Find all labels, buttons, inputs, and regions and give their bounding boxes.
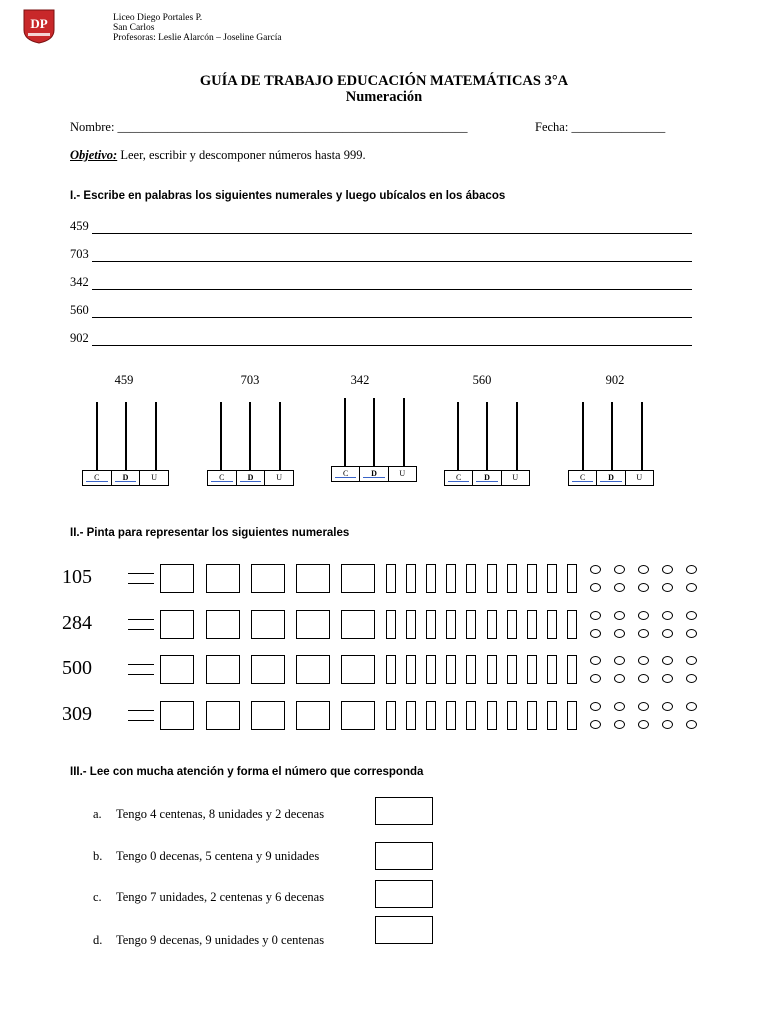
page-subtitle: Numeración — [345, 89, 423, 105]
item-letter: c. — [93, 890, 102, 904]
abacus-u-label: U — [276, 473, 283, 482]
write-line-row[interactable] — [70, 247, 692, 262]
tens-bar[interactable] — [426, 564, 436, 593]
units-circle[interactable] — [614, 720, 625, 729]
units-circle[interactable] — [614, 629, 625, 638]
equals-sign — [128, 710, 154, 721]
numeral-label: 459 — [70, 219, 89, 233]
tens-bar[interactable] — [386, 655, 396, 684]
units-circle[interactable] — [614, 674, 625, 683]
abacus-rod[interactable] — [155, 402, 157, 470]
units-circle[interactable] — [662, 656, 673, 665]
answer-box[interactable] — [375, 797, 433, 825]
tens-bar[interactable] — [426, 610, 436, 639]
tens-bar[interactable] — [527, 701, 537, 730]
logo-text: DP — [30, 16, 48, 31]
abacus-u-label: U — [399, 469, 406, 478]
units-circle[interactable] — [638, 656, 649, 665]
tens-bar[interactable] — [487, 655, 497, 684]
abacus-number: 703 — [240, 373, 260, 387]
abacus-base — [331, 466, 417, 482]
tens-bar[interactable] — [547, 701, 557, 730]
write-line-row[interactable] — [70, 303, 692, 318]
tens-bar[interactable] — [406, 610, 416, 639]
numeral-label: 902 — [70, 331, 89, 345]
units-circle[interactable] — [638, 720, 649, 729]
abacus-base — [568, 470, 654, 486]
abacus-number: 560 — [472, 373, 492, 387]
abacus-rod[interactable] — [125, 402, 127, 470]
hundreds-square[interactable] — [251, 564, 285, 593]
units-circle[interactable] — [590, 702, 601, 711]
units-circle[interactable] — [590, 656, 601, 665]
tens-bar[interactable] — [567, 701, 577, 730]
answer-box[interactable] — [375, 916, 433, 944]
hundreds-square[interactable] — [206, 655, 240, 684]
tens-bar[interactable] — [507, 701, 517, 730]
hundreds-square[interactable] — [341, 564, 375, 593]
units-circle[interactable] — [590, 674, 601, 683]
tens-bar[interactable] — [547, 564, 557, 593]
units-circle[interactable] — [590, 565, 601, 574]
tens-bar[interactable] — [487, 610, 497, 639]
hundreds-square[interactable] — [160, 610, 194, 639]
tens-bar[interactable] — [406, 655, 416, 684]
abacus-d-label: D — [473, 471, 501, 485]
abacus-rod[interactable] — [373, 398, 375, 466]
tens-bar[interactable] — [386, 610, 396, 639]
write-line-row[interactable] — [70, 275, 692, 290]
objective — [70, 148, 366, 163]
abacus-c-label: C — [445, 471, 473, 485]
abacus-rod[interactable] — [641, 402, 643, 470]
hundreds-square[interactable] — [206, 701, 240, 730]
tens-bar[interactable] — [446, 701, 456, 730]
equals-sign — [128, 573, 154, 584]
units-circle[interactable] — [614, 583, 625, 592]
numeral-to-paint: 284 — [62, 612, 92, 634]
hundreds-square[interactable] — [160, 655, 194, 684]
answer-line[interactable] — [92, 334, 692, 346]
units-circle[interactable] — [614, 611, 625, 620]
tens-bar[interactable] — [446, 655, 456, 684]
numeral-label: 703 — [70, 247, 89, 261]
numeral-label: 560 — [70, 303, 89, 317]
units-circle[interactable] — [638, 565, 649, 574]
units-circle[interactable] — [614, 702, 625, 711]
units-circle[interactable] — [662, 629, 673, 638]
abacus-rod[interactable] — [611, 402, 613, 470]
abacus-c-label: C — [83, 471, 112, 485]
objective-label: Objetivo: — [70, 148, 118, 162]
item-letter: a. — [93, 807, 102, 821]
abacus-rod[interactable] — [249, 402, 251, 470]
tens-bar[interactable] — [567, 655, 577, 684]
abacus-rod[interactable] — [582, 402, 584, 470]
answer-line[interactable] — [92, 250, 692, 262]
tens-bar[interactable] — [406, 701, 416, 730]
units-circle[interactable] — [638, 611, 649, 620]
units-circle[interactable] — [686, 674, 697, 683]
hundreds-square[interactable] — [296, 610, 330, 639]
units-circle[interactable] — [686, 720, 697, 729]
units-circle[interactable] — [638, 629, 649, 638]
tens-bar[interactable] — [507, 564, 517, 593]
abacus-rod[interactable] — [96, 402, 98, 470]
tens-bar[interactable] — [527, 564, 537, 593]
tens-bar[interactable] — [386, 564, 396, 593]
objective-text: Leer, escribir y descomponer números hasta 999. — [120, 148, 366, 162]
abacus-c-label: C — [332, 467, 360, 481]
section-3-title: III.- Lee con mucha atención y forma el número que corresponda — [70, 766, 424, 778]
numeral-to-paint: 500 — [62, 657, 92, 679]
equals-sign — [128, 664, 154, 675]
units-circle[interactable] — [662, 583, 673, 592]
abacus-rod[interactable] — [403, 398, 405, 466]
tens-bar[interactable] — [466, 564, 476, 593]
item-text: Tengo 7 unidades, 2 centenas y 6 decenas — [116, 890, 325, 904]
answer-box[interactable] — [375, 842, 433, 870]
abacus-rod[interactable] — [279, 402, 281, 470]
units-circle[interactable] — [638, 702, 649, 711]
tens-bar[interactable] — [386, 701, 396, 730]
units-circle[interactable] — [638, 674, 649, 683]
section-1-title: I.- Escribe en palabras los siguientes numerales y luego ubícalos en los ábacos — [70, 190, 506, 202]
abacus-number: 342 — [350, 373, 370, 387]
abacus-u-label: U — [512, 473, 519, 482]
tens-bar[interactable] — [466, 610, 476, 639]
answer-box[interactable] — [375, 880, 433, 908]
units-circle[interactable] — [686, 702, 697, 711]
hundreds-square[interactable] — [296, 564, 330, 593]
units-circle[interactable] — [686, 611, 697, 620]
tens-bar[interactable] — [567, 610, 577, 639]
answer-line[interactable] — [92, 278, 692, 290]
tens-bar[interactable] — [446, 610, 456, 639]
units-circle[interactable] — [662, 611, 673, 620]
item-text: Tengo 0 decenas, 5 centena y 9 unidades — [116, 849, 320, 863]
item-letter: b. — [93, 849, 103, 863]
abacus-base — [82, 470, 169, 486]
abacus-rod[interactable] — [516, 402, 518, 470]
units-circle[interactable] — [686, 583, 697, 592]
hundreds-square[interactable] — [296, 655, 330, 684]
tens-bar[interactable] — [547, 655, 557, 684]
tens-bar[interactable] — [466, 655, 476, 684]
abacus-c-label: C — [569, 471, 597, 485]
abacus-base — [444, 470, 530, 486]
units-circle[interactable] — [590, 720, 601, 729]
abacus-rod[interactable] — [457, 402, 459, 470]
page-title: GUÍA DE TRABAJO EDUCACIÓN MATEMÁTICAS 3°A — [199, 73, 569, 89]
name-field[interactable]: Nombre: ________________________________________________________ — [70, 120, 468, 134]
abacus-number: 902 — [605, 373, 625, 387]
units-circle[interactable] — [638, 583, 649, 592]
tens-bar[interactable] — [466, 701, 476, 730]
tens-bar[interactable] — [426, 655, 436, 684]
date-field[interactable]: Fecha: _______________ — [535, 120, 666, 134]
hundreds-square[interactable] — [251, 655, 285, 684]
abacus-d-label: D — [237, 471, 266, 485]
item-letter: d. — [93, 933, 103, 947]
abacus-d-label: D — [597, 471, 625, 485]
abacus-rod[interactable] — [344, 398, 346, 466]
units-circle[interactable] — [686, 656, 697, 665]
hundreds-square[interactable] — [251, 610, 285, 639]
units-circle[interactable] — [662, 565, 673, 574]
abacus-u-label: U — [151, 473, 158, 482]
abacus-c-label: C — [208, 471, 237, 485]
hundreds-square[interactable] — [160, 701, 194, 730]
answer-line[interactable] — [92, 222, 692, 234]
answer-line[interactable] — [92, 306, 692, 318]
item-text: Tengo 9 decenas, 9 unidades y 0 centenas — [116, 933, 325, 947]
abacus-number: 459 — [114, 373, 134, 387]
hundreds-square[interactable] — [206, 610, 240, 639]
hundreds-square[interactable] — [296, 701, 330, 730]
units-circle[interactable] — [590, 611, 601, 620]
write-line-row[interactable] — [70, 219, 692, 234]
tens-bar[interactable] — [446, 564, 456, 593]
teachers-line: Profesoras: Leslie Alarcón – Joseline García — [113, 33, 282, 43]
units-circle[interactable] — [686, 565, 697, 574]
numeral-label: 342 — [70, 275, 89, 289]
units-circle[interactable] — [614, 656, 625, 665]
tens-bar[interactable] — [487, 564, 497, 593]
item-text: Tengo 4 centenas, 8 unidades y 2 decenas — [116, 807, 325, 821]
hundreds-square[interactable] — [251, 701, 285, 730]
tens-bar[interactable] — [487, 701, 497, 730]
abacus-d-label: D — [112, 471, 141, 485]
abacus-d-label: D — [360, 467, 388, 481]
units-circle[interactable] — [590, 583, 601, 592]
abacus-u-label: U — [636, 473, 643, 482]
hundreds-square[interactable] — [341, 655, 375, 684]
units-circle[interactable] — [686, 629, 697, 638]
abacus-rod[interactable] — [486, 402, 488, 470]
numeral-to-paint: 105 — [62, 566, 92, 588]
units-circle[interactable] — [590, 629, 601, 638]
units-circle[interactable] — [662, 702, 673, 711]
write-line-row[interactable] — [70, 331, 692, 346]
units-circle[interactable] — [662, 674, 673, 683]
abacus-rod[interactable] — [220, 402, 222, 470]
school-city: San Carlos — [113, 23, 155, 33]
tens-bar[interactable] — [527, 610, 537, 639]
hundreds-square[interactable] — [341, 701, 375, 730]
tens-bar[interactable] — [527, 655, 537, 684]
section-2-title: II.- Pinta para representar los siguientes numerales — [70, 527, 350, 539]
equals-sign — [128, 619, 154, 630]
hundreds-square[interactable] — [160, 564, 194, 593]
tens-bar[interactable] — [547, 610, 557, 639]
units-circle[interactable] — [662, 720, 673, 729]
tens-bar[interactable] — [507, 610, 517, 639]
tens-bar[interactable] — [426, 701, 436, 730]
numeral-to-paint: 309 — [62, 703, 92, 725]
school-logo — [22, 8, 56, 44]
tens-bar[interactable] — [507, 655, 517, 684]
units-circle[interactable] — [614, 565, 625, 574]
tens-bar[interactable] — [406, 564, 416, 593]
hundreds-square[interactable] — [206, 564, 240, 593]
hundreds-square[interactable] — [341, 610, 375, 639]
tens-bar[interactable] — [567, 564, 577, 593]
abacus-base — [207, 470, 294, 486]
school-name: Liceo Diego Portales P. — [113, 13, 203, 23]
